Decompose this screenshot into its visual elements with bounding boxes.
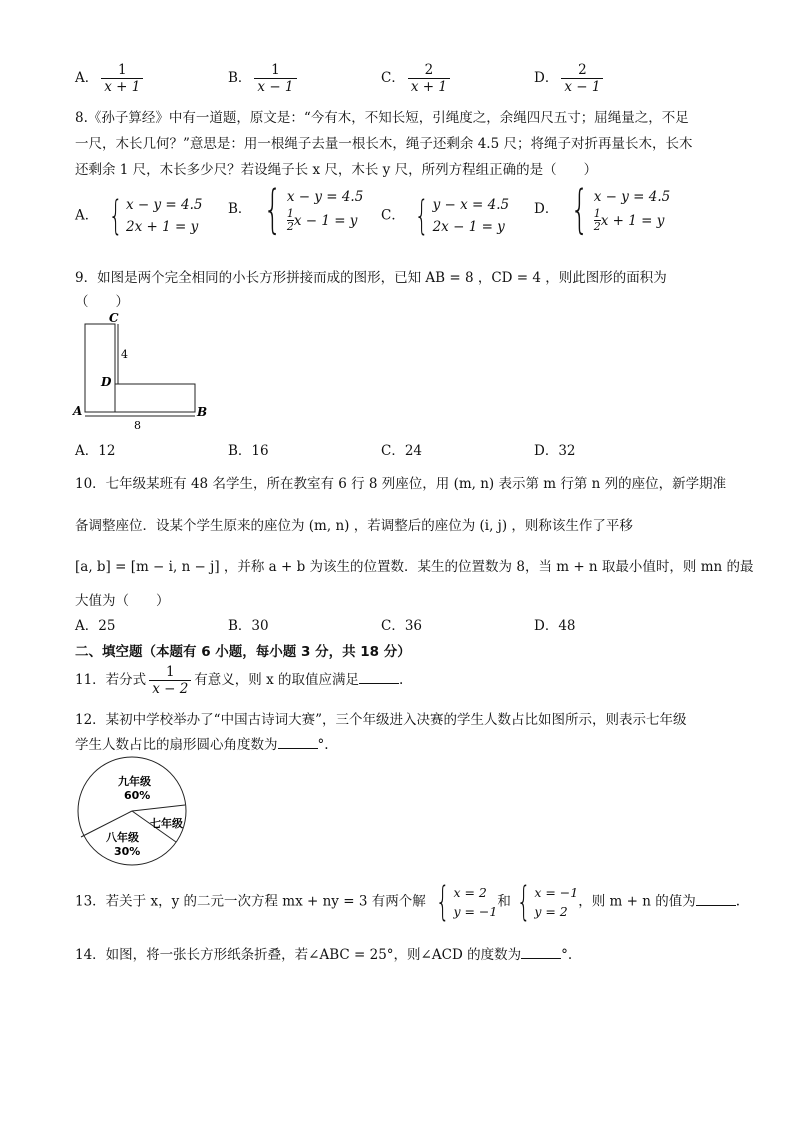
q10-option-a[interactable]: A．25 [75,618,116,634]
q12-line-2: 学生人数占比的扇形圆心角度数为 °. [75,733,329,753]
q8-option-d[interactable]: D． { x − y = 4.5 1 2 x + 1 = y [534,179,671,240]
l-shape-outline [85,324,195,412]
q10-option-d[interactable]: D．48 [534,618,576,634]
pie-label-grade7: 七年级 [150,817,183,830]
q9-option-b[interactable]: B．16 [228,443,269,459]
q8-option-b[interactable]: B． { x − y = 4.5 1 2 x − 1 = y [228,179,364,240]
q7-option-d[interactable]: D． $\frac{2}{x - 1}$ [534,62,606,95]
q10-line-3: [a, b] = [m − i, n − j] ，并称 a + b 为该生的位置数．某生的位置数为 8，当 m + n 取最小值时，则 mn 的最 [75,559,754,575]
q9-option-c[interactable]: C．24 [381,443,423,459]
q10-option-b[interactable]: B．30 [228,618,269,634]
q7-option-c[interactable]: C． $\frac{2}{x + 1}$ [381,62,453,95]
q12-line-1: 12．某初中学校举办了“中国古诗词大赛”，三个年级进入决赛的学生人数占比如图所示，则表示七年级 [75,712,687,728]
q10-line-1: 10．七年级某班有 48 名学生，所在教室有 6 行 8 列座位，用 (m, n) 表示第 m 行第 n 列的座位，新学期准 [75,476,727,492]
q8-option-a[interactable]: A． { x − y = 4.5 2x + 1 = y [75,193,203,239]
q14: 14．如图，将一张长方形纸条折叠，若∠ABC = 25°，则∠ACD 的度数为 °. [75,943,572,963]
pie-divider-9-7 [132,805,185,811]
pie-label-grade8: 八年级 [106,831,139,844]
q10-line-4: 大值为（ ） [75,593,170,609]
label-cd-length: 4 [121,348,128,361]
q13: 13．若关于 x，y 的二元一次方程 mx + ny = 3 有两个解 { x = 2 y = −1 和 { x = −1 y = 2 ，则 m + n 的值为 . [75,879,741,925]
q10-line-2: 备调整座位．设某个学生原来的座位为 (m, n) ，若调整后的座位为 (i, j) ，则称该生作了平移 [75,518,633,534]
q12-pie-chart [74,755,190,867]
q8-line-3: 还剩余 1 尺，木长多少尺？若设绳子长 x 尺，木长 y 尺，所列方程组正确的是（ ） [75,162,598,178]
label-a: A [73,404,83,418]
q9-option-d[interactable]: D．32 [534,443,576,459]
pie-label-pct9: 60% [124,789,151,802]
q9-option-a[interactable]: A．12 [75,443,116,459]
label-b: B [197,405,208,419]
q13-answer-blank[interactable] [696,891,736,906]
label-d: D [101,375,112,389]
q9-line-2: （ ） [75,294,129,310]
q7-option-b[interactable]: B． $\frac{1}{x - 1}$ [228,62,300,95]
q7-option-a[interactable]: A． $\frac{1}{x + 1}$ [75,62,146,95]
pie-label-pct8: 30% [114,845,141,858]
pie-label-grade9: 九年级 [118,775,151,788]
q8-line-2: 一尺，木长几何？”意思是：用一根绳子去量一根长木，绳子还剩余 4.5 尺；将绳子对折再量长木，长木 [75,136,693,152]
label-c: C [109,311,119,325]
q11-answer-blank[interactable] [359,669,399,684]
q14-answer-blank[interactable] [521,944,561,959]
q12-answer-blank[interactable] [278,734,318,749]
q8-line-1: 8.《孙子算经》中有一道题，原文是：“今有木，不知长短，引绳度之，余绳四尺五寸；屈绳量之，不足 [75,110,689,126]
q10-option-c[interactable]: C．36 [381,618,423,634]
q8-option-c[interactable]: C． { y − x = 4.5 2x − 1 = y [381,193,510,239]
label-ab-length: 8 [134,419,141,432]
q9-line-1: 9．如图是两个完全相同的小长方形拼接而成的图形，已知 AB = 8 ，CD = 4 ，则此图形的面积为 [75,270,667,286]
q11: 11．若分式 $\frac{1}{x - 2}$ 有意义，则 x 的取值应满足 . [75,664,404,697]
section-heading-fill-in: 二、填空题（本题有 6 小题，每小题 3 分，共 18 分） [75,644,411,660]
q9-l-shape-figure [70,310,215,435]
